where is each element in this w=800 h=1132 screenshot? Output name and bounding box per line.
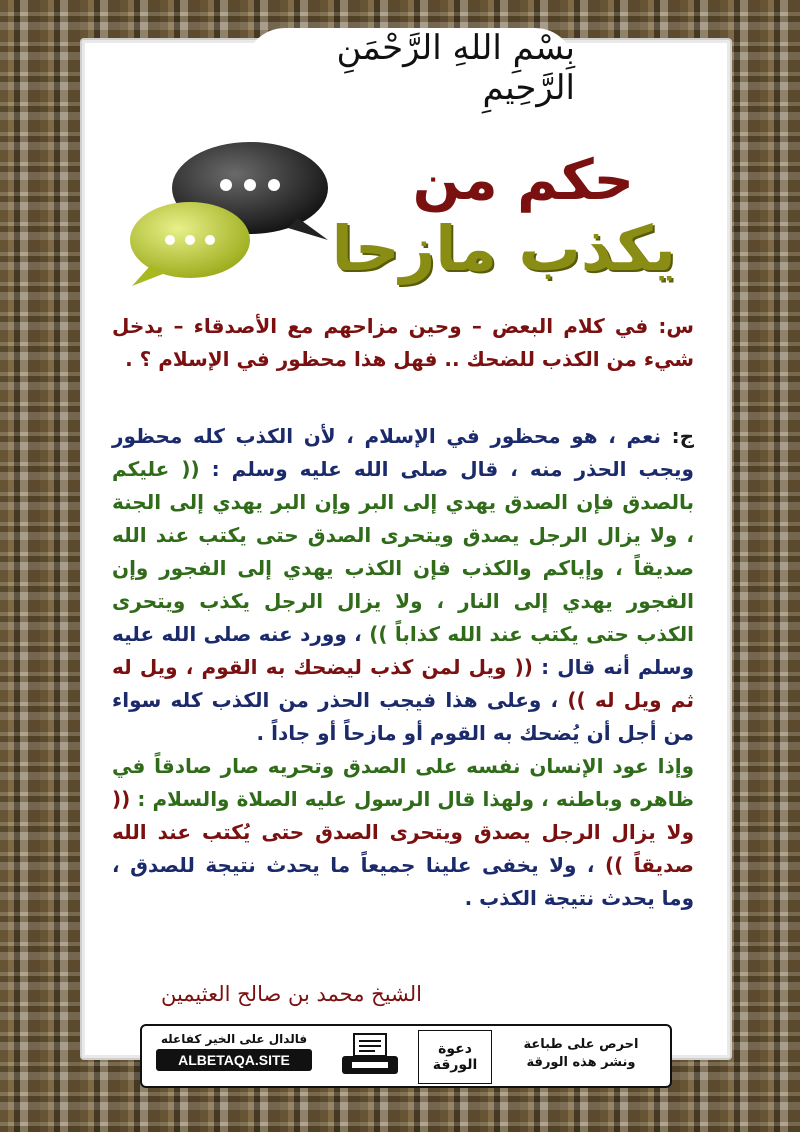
print-share-note: احرص على طباعة ونشر هذه الورقة — [523, 1037, 639, 1070]
hadith-1: (( عليكم بالصدق فإن الصدق يهدي إلى البر وإن البر يهدي إلى الجنة ، ولا يزال الرجل يصدق ويتحرى الصدق حتى يكتب عند الله صديقاً ، وإياكم والكذب فإن الكذب يهدي إلى الفجور وإن الفجور يهدي إلى النار ، ولا يزال الرجل يكذب ويتحرى الكذب حتى يكتب عند الله كذاباً )) — [112, 457, 694, 646]
site-link[interactable]: ALBETAQA.SITE — [156, 1049, 312, 1071]
answer-text — [112, 420, 694, 915]
answer-part-4: وإذا عود الإنسان نفسه على الصدق وتحريه صار صادقاً في ظاهره وباطنه ، ولهذا قال الرسول عليه الصلاة والسلام : — [112, 754, 694, 811]
answer-part-5: ، ولا يخفى علينا جميعاً ما يحدث نتيجة للصدق ، وما يحدث نتيجة الكذب . — [112, 853, 694, 910]
answer-part-3: ، وعلى هذا فيجب الحذر من الكذب كله سواء من أجل أن يُضحك به القوم أو مازحاً أو جاداً . — [112, 688, 694, 745]
hadith-3: (( ولا يزال الرجل يصدق ويتحرى الصدق حتى يُكتب عند الله صديقاً )) — [112, 787, 694, 877]
chat-bubbles-icon — [128, 140, 338, 290]
answer-part-1: نعم ، هو محظور في الإسلام ، لأن الكذب كله محظور ويجب الحذر منه ، قال صلى الله عليه وسلم : — [112, 424, 694, 481]
answer-prefix: ج: — [660, 424, 695, 448]
dawat-alwaraqa-logo: دعوة الورقة — [418, 1030, 492, 1084]
answer-part-2: ، وورد عنه صلى الله عليه وسلم أنه قال : — [112, 622, 695, 679]
question-text: س: في كلام البعض – وحين مزاحهم مع الأصدقاء – يدخل شيء من الكذب للضحك .. فهل هذا محظور في الإسلام ؟ . — [112, 314, 694, 371]
title-line-1: حكم من — [412, 148, 634, 213]
footer-banner — [140, 1024, 672, 1088]
footer-motto: فالدال على الخير كفاعله — [160, 1032, 308, 1046]
title-line-2: يكذب مازحا — [331, 212, 676, 285]
printer-icon — [338, 1032, 402, 1080]
author-name: الشيخ محمد بن صالح العثيمين — [160, 982, 422, 1006]
hadith-2: (( ويل لمن كذب ليضحك به القوم ، ويل له ثم ويل له )) — [112, 655, 694, 712]
bismillah-calligraphy: بِسْمِ اللهِ الرَّحْمَنِ الرَّحِيمِ — [245, 28, 575, 108]
footer-left — [156, 1032, 312, 1071]
